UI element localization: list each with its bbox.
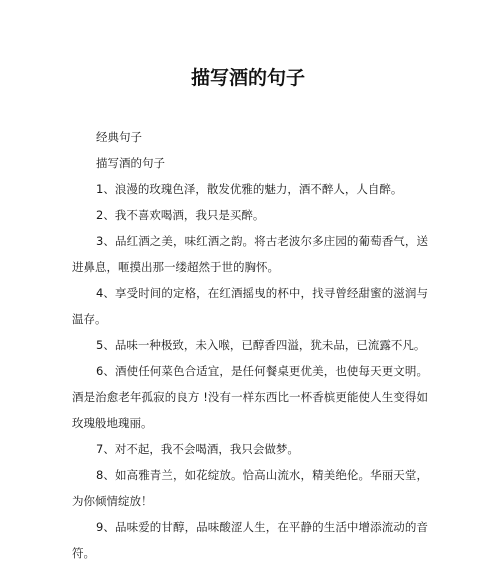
- paragraph-item-9: 9、品味爱的甘醇，品味酸涩人生，在平静的生活中增添流动的音符。: [72, 520, 428, 560]
- paragraph-item-4: 4、享受时间的定格，在红酒摇曳的杯中，找寻曾经甜蜜的滋润与温存。: [72, 286, 428, 326]
- paragraph-item-5: 5、品味一种极致，未入喉，已醇香四溢，犹未品，已流露不凡。: [96, 338, 426, 352]
- paragraph-item-3: 3、品红酒之美，味红酒之韵。将古老波尔多庄园的葡萄香气，送进鼻息，咂摸出那一缕超然于世的胸怀。: [72, 234, 428, 274]
- paragraph-subheading: 描写酒的句子: [96, 156, 165, 170]
- paragraph-item-2: 2、我不喜欢喝酒，我只是买醉。: [96, 208, 265, 222]
- paragraph-item-8: 8、如高雅青兰，如花绽放。恰高山流水，精美绝伦。华丽天堂，为你倾情绽放！: [72, 468, 428, 508]
- paragraph-item-1: 1、浪漫的玫瑰色泽，散发优雅的魅力，酒不醉人，人自醉。: [96, 182, 403, 196]
- paragraph-heading-classic: 经典句子: [96, 130, 142, 144]
- paragraph-item-7: 7、对不起，我不会喝酒，我只会做梦。: [96, 442, 299, 456]
- paragraph-item-6: 6、酒使任何菜色合适宜，是任何餐桌更优美，也使每天更文明。酒是治愈老年孤寂的良方 !没有一样东西比一杯香槟更能使人生变得如玫瑰般地瑰丽。: [72, 364, 428, 430]
- document-title: 描写酒的句子: [190, 67, 305, 89]
- document-body: [72, 124, 428, 566]
